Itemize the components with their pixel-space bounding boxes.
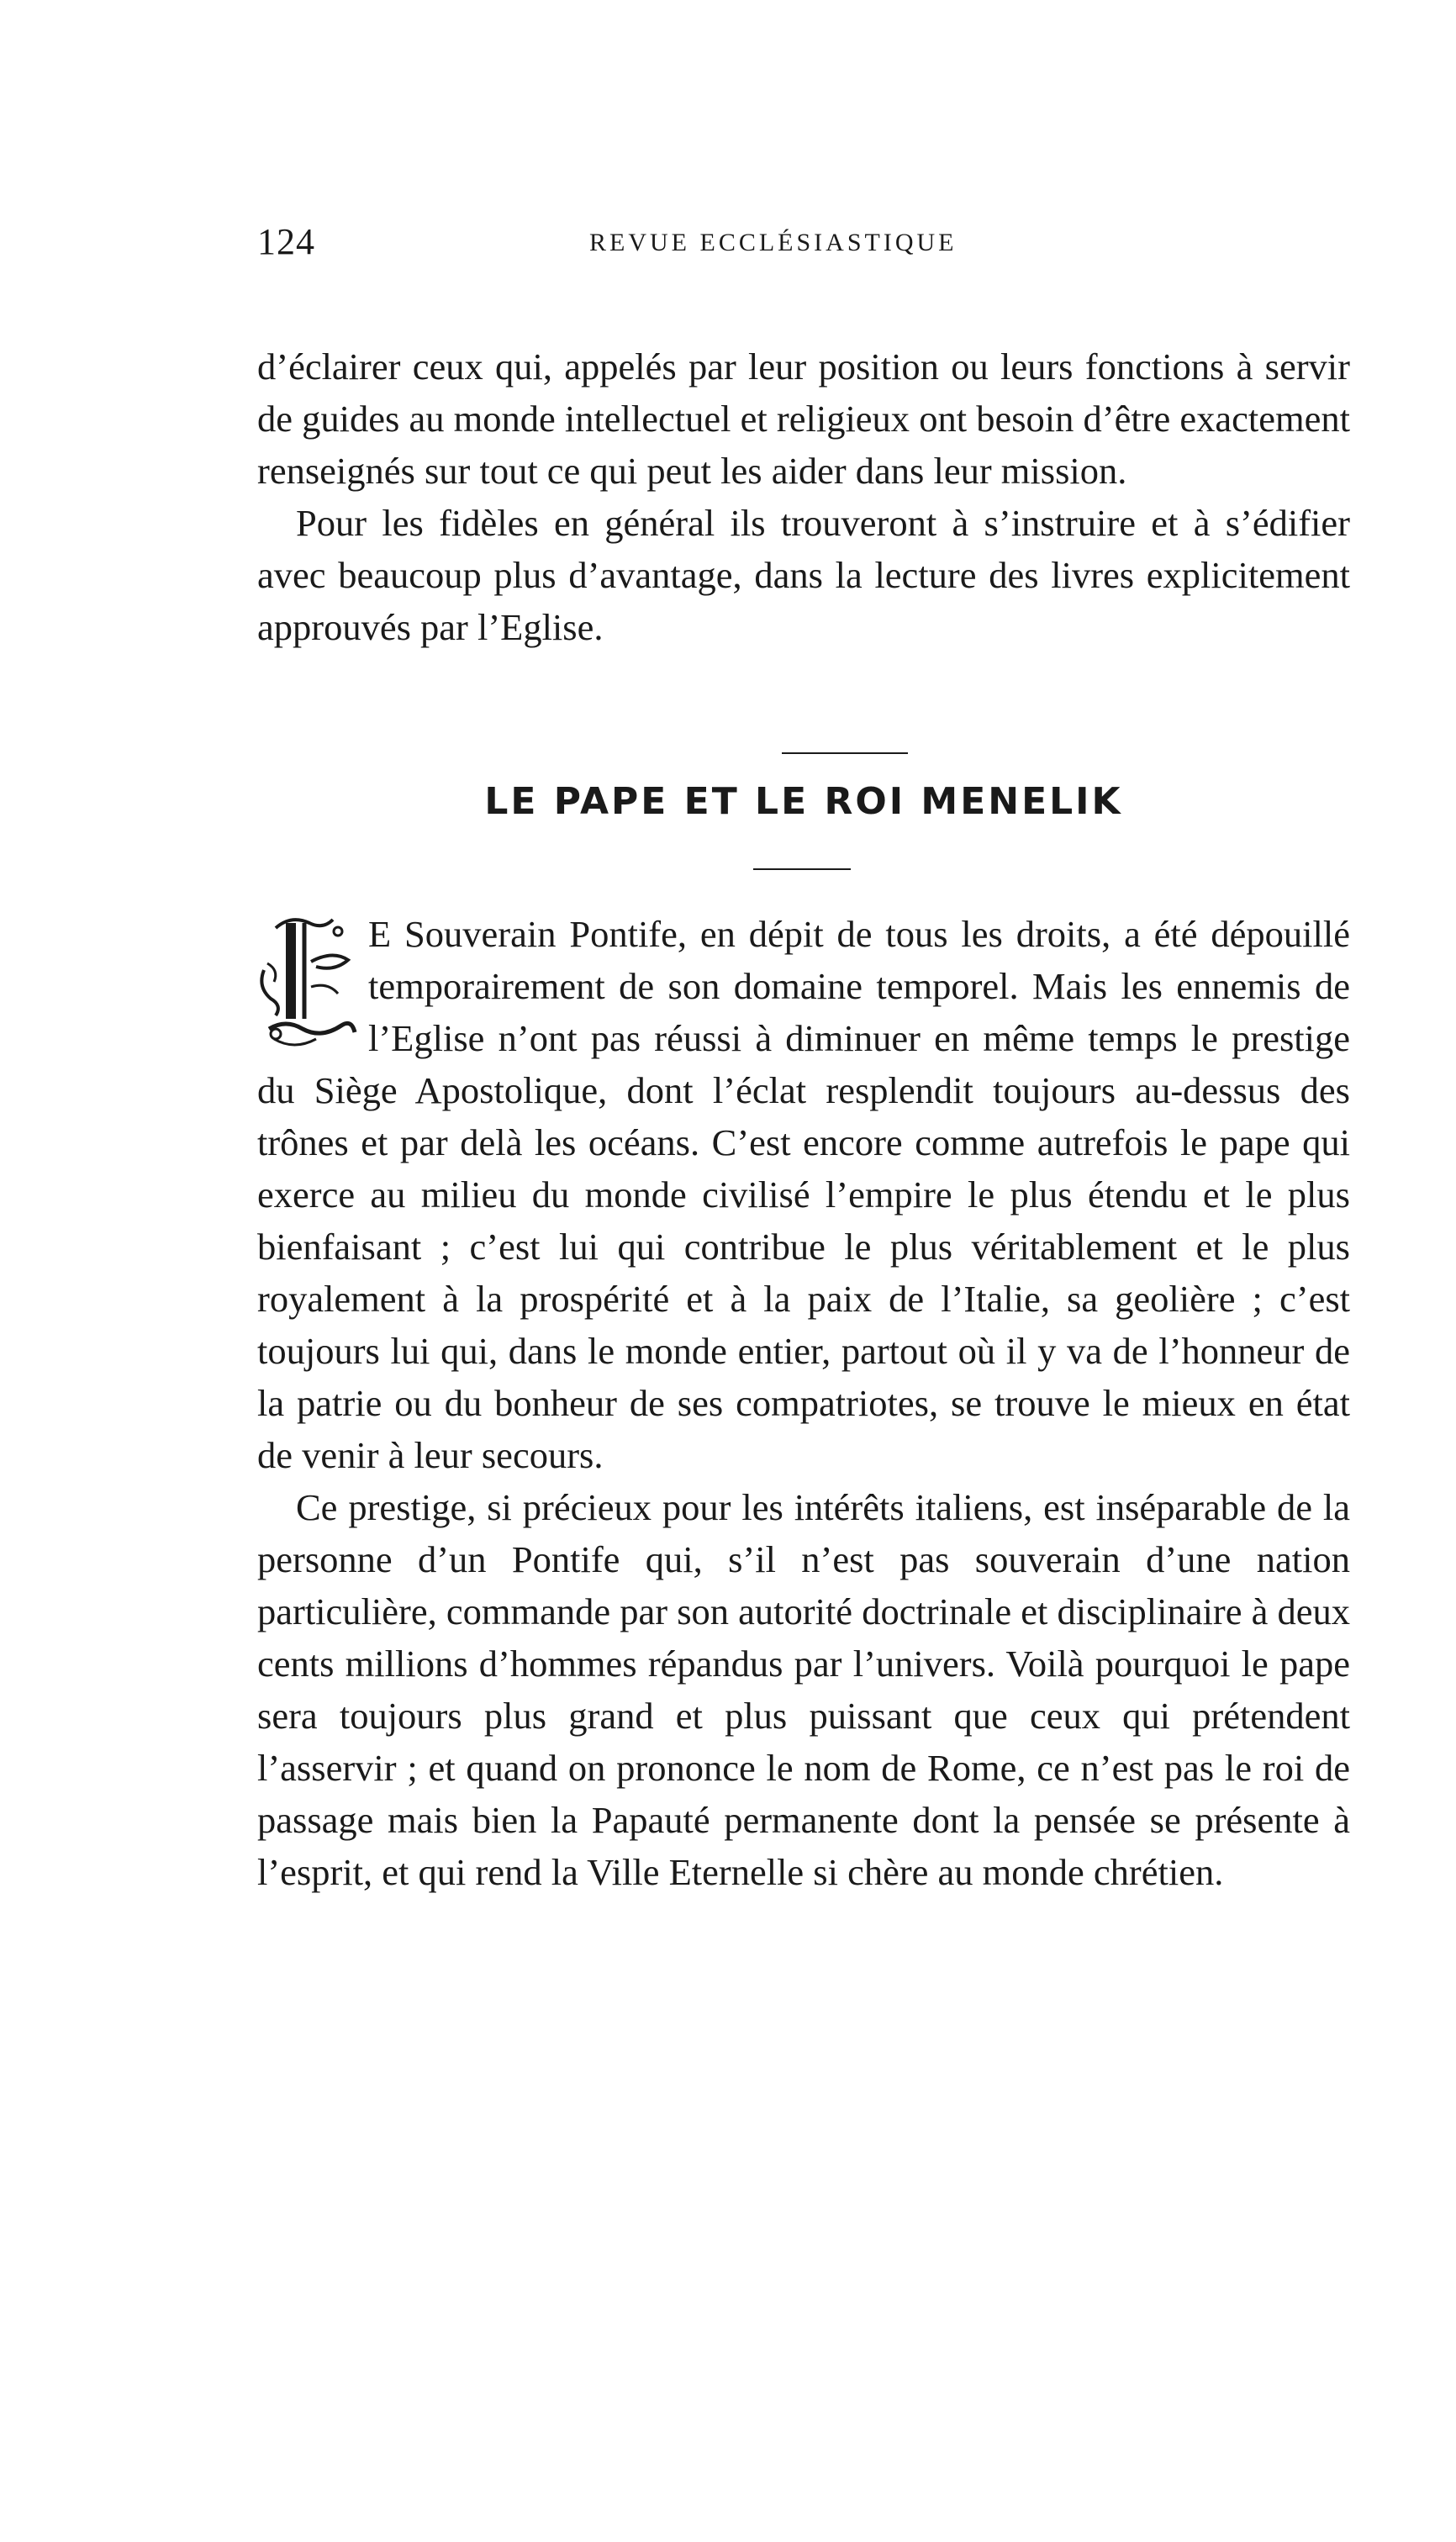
article-paragraph-1: E Souverain Pontife, en dépit de tous les droits, a été dépouillé temporairement de son domaine temporel. Mais les ennemis de l’Eglise n’ont pas réussi à diminuer en même temps le prestige du Siège Apostolique, dont l’éclat resplendit toujours au-dessus des trônes et par delà les océans. C’est encore comme autrefois le pape qui exerce au milieu du monde civilisé l’empire le plus étendu et le plus bienfaisant ; c’est lui qui contribue le plus véritablement et le plus royalement à la prospérité et à la paix de l’Italie, sa geolière ; c’est toujours lui qui, dans le monde entier, partout où il y va de l’honneur de la patrie ou du bonheur de ses compatriotes, se trouve le mieux en état de venir à leur secours. xyxy=(257,913,1350,1476)
intro-text xyxy=(257,340,1350,653)
intro-paragraph-2: Pour les fidèles en général ils trouveront à s’instruire et à s’édifier avec beaucoup plus d’avantage, dans la lecture des livres explicitement approuvés par l’Eglise. xyxy=(257,502,1350,648)
journal-title: REVUE ECCLÉSIASTIQUE xyxy=(589,229,957,256)
divider-rule-bottom xyxy=(753,868,851,870)
divider-rule-top xyxy=(782,752,908,754)
article-body xyxy=(257,908,1350,1898)
intro-paragraph-1: d’éclairer ceux qui, appelés par leur position ou leurs fonctions à servir de guides au monde intellectuel et religieux ont besoin d’être exactement renseignés sur tout ce qui peut les aider dans leur mission. xyxy=(257,345,1350,492)
page-number: 124 xyxy=(257,221,315,262)
article-title: LE PAPE ET LE ROI MENELIK xyxy=(484,780,1123,823)
article-paragraph-2: Ce prestige, si précieux pour les intérêts italiens, est inséparable de la personne d’un Pontife qui, s’il n’est pas souverain d’une nation particulière, commande par son autorité doctrinale et disciplinaire à deux cents millions d’hommes répandus par l’univers. Voilà pourquoi le pape sera toujours plus grand et plus puissant que ceux qui prétendent l’asservir ; et quand on prononce le nom de Rome, ce n’est pas le roi de passage mais bien la Papauté permanente dont la pensée se présente à l’esprit, et qui rend la Ville Eternelle si chère au monde chrétien. xyxy=(257,1486,1350,1893)
ornamental-drop-cap-icon xyxy=(257,911,358,1054)
running-head xyxy=(257,220,1182,271)
